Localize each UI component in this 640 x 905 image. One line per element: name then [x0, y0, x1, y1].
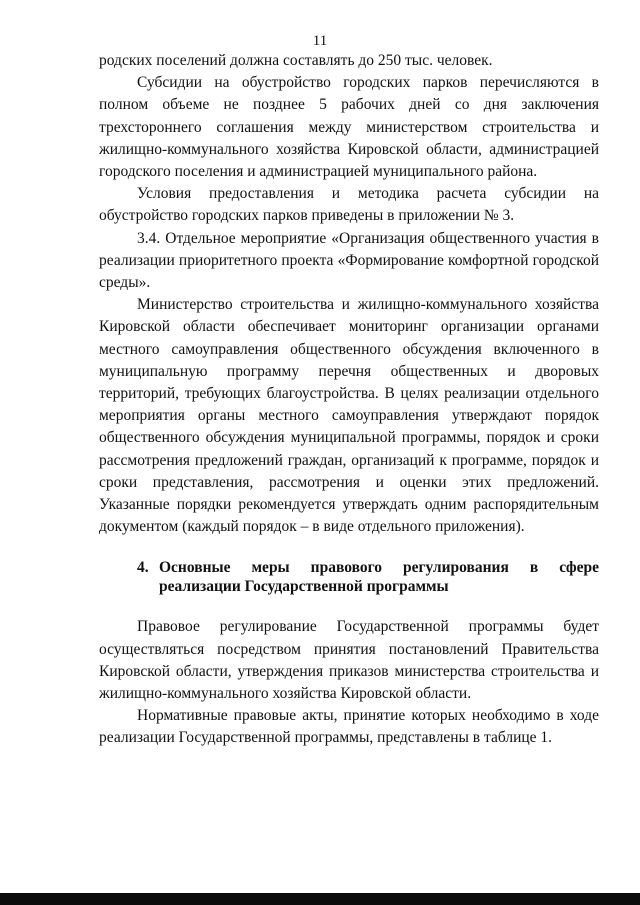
paragraph-normative-acts: Нормативные правовые акты, принятие которых необходимо в ходе реализации Государственной программы, представлены в таблице 1.: [99, 707, 599, 747]
paragraph-continuation: родских поселений должна составлять до 250 тыс. человек.: [99, 52, 493, 69]
paragraph-legal-regulation: Правовое регулирование Государственной программы будет осуществляться посредством принятия постановлений Правительства Кировской области, утверждения приказов министерства строительства и жилищно-коммунального хозяйства Кировской области.: [99, 618, 599, 703]
section-heading: [99, 558, 599, 596]
document-body: [99, 50, 599, 750]
paragraph-park-subsidies: Субсидии на обустройство городских парков перечисляются в полном объеме не позднее 5 рабочих дней со дня заключения трехстороннего соглашения между министерством строительства и жилищно-коммунального хозяйства Кировской области, администрацией городского поселения и администрацией муниципального района.: [99, 74, 599, 181]
paragraph-ministry-monitoring: Министерство строительства и жилищно-коммунального хозяйства Кировской области обеспечивает мониторинг организации органами местного самоуправления общественного обсуждения включенного в муниципальную программу перечня общественных и дворовых территорий, требующих благоустройства. В целях реализации отдельного мероприятия органы местного самоуправления утверждают порядок общественного обсуждения муниципальной программы, порядок и сроки рассмотрения предложений граждан, организаций к программе, порядок и сроки представления, рассмотрения и оценки этих предложений. Указанные порядки рекомендуется утверждать одним распорядительным документом (каждый порядок – в виде отдельного приложения).: [99, 296, 599, 536]
section-title: Основные меры правового регулирования в сфере реализации Государственной программы: [159, 559, 599, 596]
section-number: 4.: [137, 559, 149, 577]
paragraph-item-3-4: 3.4. Отдельное мероприятие «Организация общественного участия в реализации приоритетного проекта «Формирование комфортной городской среды».: [99, 229, 599, 292]
page-number: 11: [312, 33, 328, 49]
paragraph-subsidy-conditions: Условия предоставления и методика расчета субсидии на обустройство городских парков приведены в приложении № 3.: [99, 185, 599, 225]
scan-bottom-edge: [0, 893, 640, 905]
